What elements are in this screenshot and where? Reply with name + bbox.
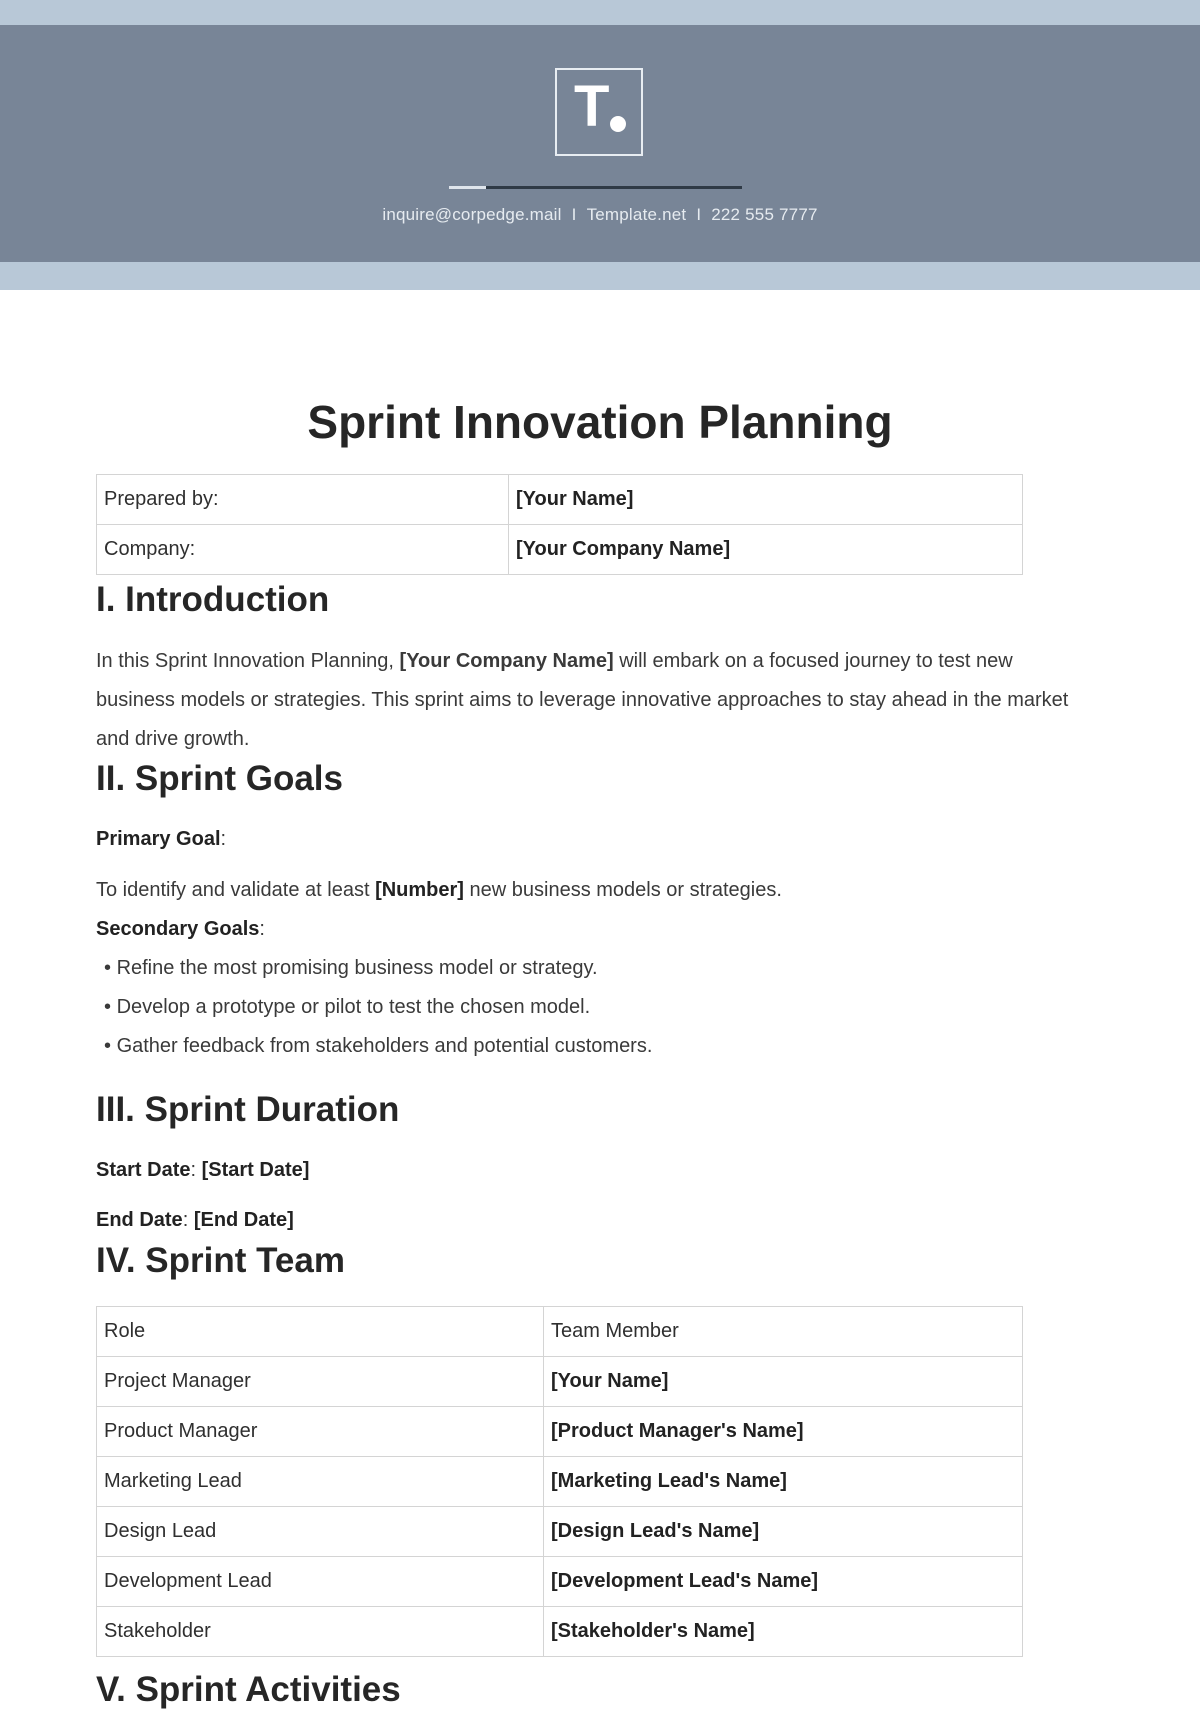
- intro-text-end: will embark on a focused journey to test new business models or strategies. This sprint aims to leverage innovative approaches to stay ahead in the market and drive growth.: [96, 650, 1069, 750]
- section-heading-sprint-duration: III. Sprint Duration: [96, 1090, 400, 1129]
- secondary-goals-label: Secondary Goals:: [96, 918, 265, 940]
- team-member: [Your Name]: [544, 1357, 1023, 1407]
- list-item: • Develop a prototype or pilot to test the chosen model.: [104, 996, 591, 1018]
- end-date-label: End Date: [96, 1209, 183, 1231]
- start-date-value: [Start Date]: [201, 1159, 310, 1181]
- secondary-goal-1: Refine the most promising business model or strategy.: [116, 957, 598, 979]
- company-logo: [555, 68, 643, 156]
- table-row: [97, 1407, 1023, 1457]
- intro-text-start: In this Sprint Innovation Planning,: [96, 650, 400, 672]
- primary-goal-text-end: new business models or strategies.: [463, 879, 782, 901]
- contact-info: [0, 205, 1200, 225]
- team-role: Project Manager: [97, 1357, 544, 1407]
- team-role: Stakeholder: [97, 1607, 544, 1657]
- column-header-team-member: Team Member: [544, 1307, 1023, 1357]
- secondary-goals-label-text: Secondary Goals: [96, 918, 260, 940]
- team-role: Design Lead: [97, 1507, 544, 1557]
- intro-company-placeholder: [Your Company Name]: [399, 650, 614, 672]
- primary-goal-label: Primary Goal:: [96, 828, 227, 850]
- section-heading-sprint-activities: V. Sprint Activities: [96, 1670, 401, 1709]
- table-header-row: [97, 1307, 1023, 1357]
- section-heading-introduction: I. Introduction: [96, 580, 330, 619]
- info-value-company: [Your Company Name]: [509, 525, 1023, 575]
- contact-separator: I: [696, 205, 702, 224]
- team-role: Product Manager: [97, 1407, 544, 1457]
- start-date-line: Start Date: [Start Date]: [96, 1159, 310, 1181]
- primary-goal-text-start: To identify and validate at least: [96, 879, 376, 901]
- info-value-prepared-by: [Your Name]: [509, 475, 1023, 525]
- table-row: [97, 1607, 1023, 1657]
- primary-goal-number: [Number]: [375, 879, 464, 901]
- introduction-paragraph: [96, 642, 1086, 759]
- start-date-label: Start Date: [96, 1159, 191, 1181]
- header-divider-accent: [449, 186, 486, 189]
- header-top-band: [0, 0, 1200, 25]
- table-row: [97, 1357, 1023, 1407]
- table-row: [97, 1457, 1023, 1507]
- section-heading-sprint-goals: II. Sprint Goals: [96, 759, 343, 798]
- team-member: [Stakeholder's Name]: [544, 1607, 1023, 1657]
- team-member: [Product Manager's Name]: [544, 1407, 1023, 1457]
- list-item: • Gather feedback from stakeholders and potential customers.: [104, 1035, 653, 1057]
- logo-letter: T: [574, 74, 610, 139]
- header-divider: [486, 186, 742, 189]
- logo-dot: [610, 116, 626, 132]
- list-item: • Refine the most promising business model or strategy.: [104, 957, 598, 979]
- primary-goal-label-text: Primary Goal: [96, 828, 221, 850]
- end-date-value: [End Date]: [193, 1209, 294, 1231]
- team-member: [Marketing Lead's Name]: [544, 1457, 1023, 1507]
- end-date-line: End Date: [End Date]: [96, 1209, 294, 1231]
- info-table: [96, 474, 1023, 575]
- sprint-team-table: [96, 1306, 1023, 1657]
- table-row: [97, 525, 1023, 575]
- column-header-role: Role: [97, 1307, 544, 1357]
- team-role: Development Lead: [97, 1557, 544, 1607]
- secondary-goal-3: Gather feedback from stakeholders and potential customers.: [116, 1035, 653, 1057]
- table-row: [97, 1507, 1023, 1557]
- team-member: [Development Lead's Name]: [544, 1557, 1023, 1607]
- secondary-goal-2: Develop a prototype or pilot to test the chosen model.: [116, 996, 591, 1018]
- info-label-prepared-by: Prepared by:: [97, 475, 509, 525]
- table-row: [97, 475, 1023, 525]
- table-row: [97, 1557, 1023, 1607]
- section-heading-sprint-team: IV. Sprint Team: [96, 1241, 345, 1280]
- team-role: Marketing Lead: [97, 1457, 544, 1507]
- contact-separator: I: [571, 205, 577, 224]
- team-member: [Design Lead's Name]: [544, 1507, 1023, 1557]
- primary-goal-text: [96, 879, 782, 902]
- contact-phone: 222 555 7777: [711, 205, 818, 224]
- header-bottom-band: [0, 262, 1200, 290]
- document-title: Sprint Innovation Planning: [307, 396, 893, 448]
- info-label-company: Company:: [97, 525, 509, 575]
- contact-website: Template.net: [586, 205, 687, 224]
- contact-email: inquire@corpedge.mail: [382, 205, 562, 224]
